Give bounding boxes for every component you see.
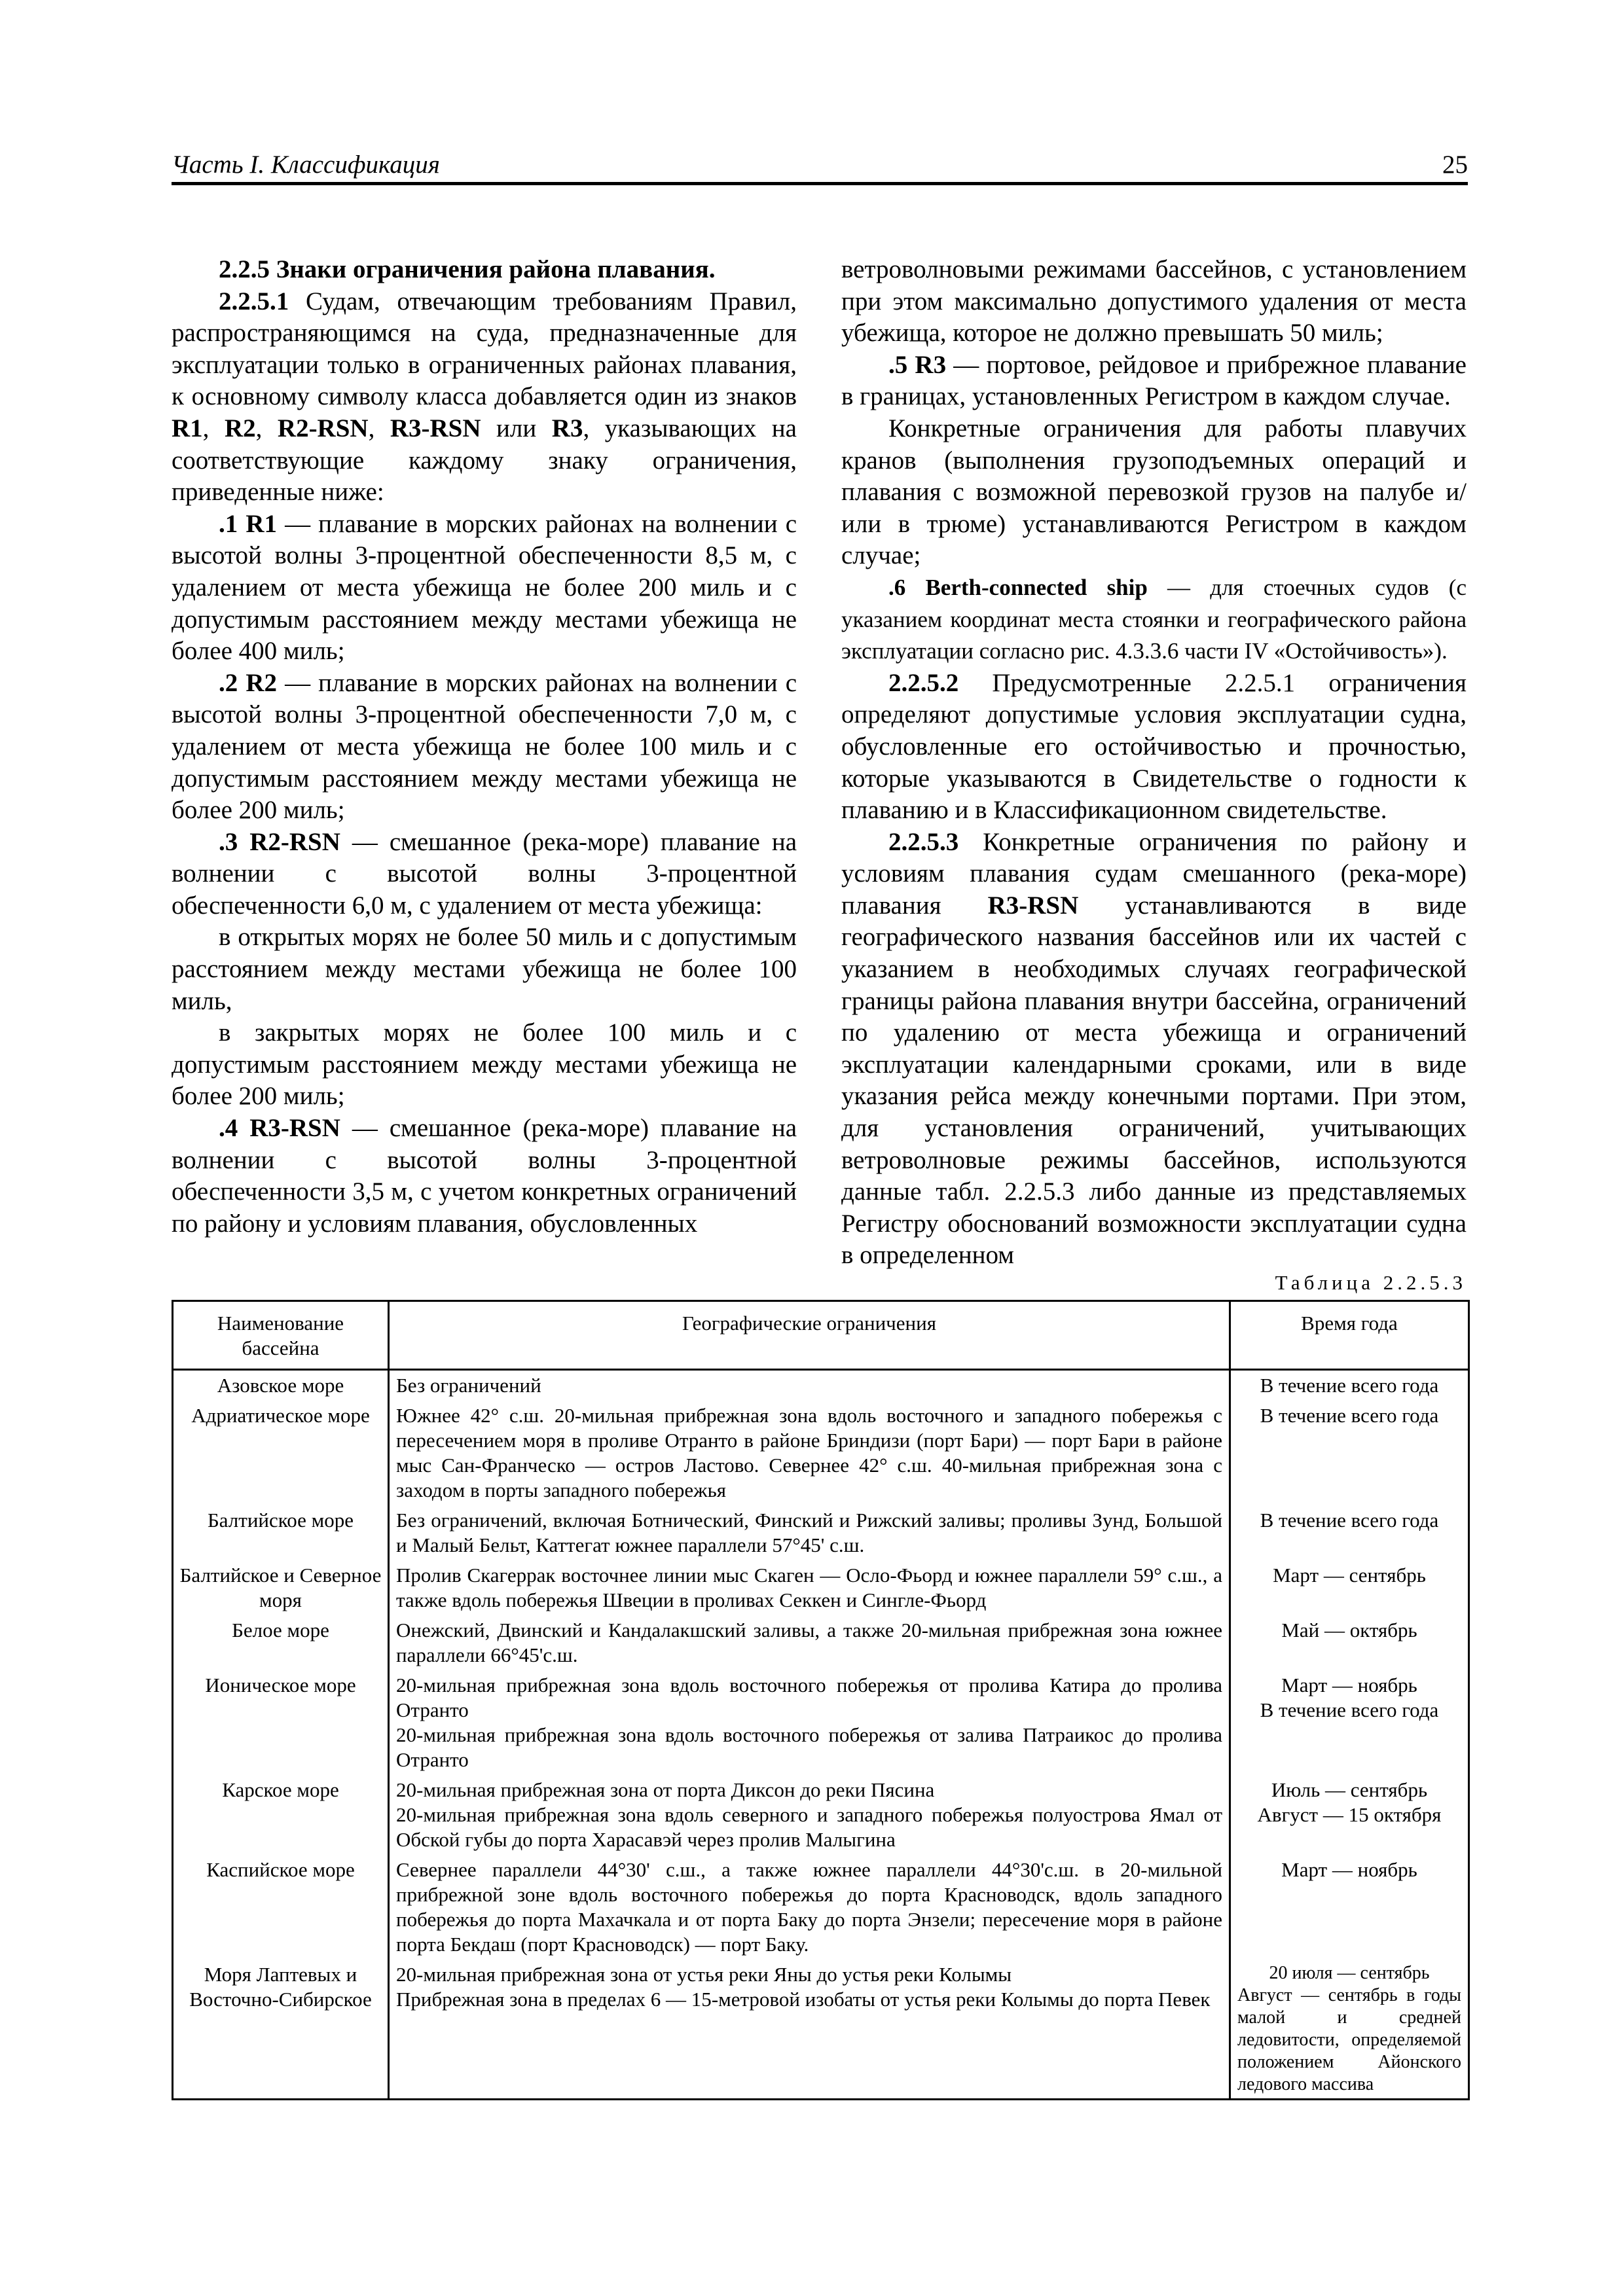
limits-cell (389, 1401, 1230, 1505)
season-line: В течение всего года (1260, 1404, 1439, 1427)
item-r2-rsn-open-seas: в открытых морях не более 50 миль и с допустимым расстоянием между местами убежища не более 100 миль, (172, 923, 797, 1015)
limits-line: 20-мильная прибрежная зона вдоль восточного побережья от залива Патраикос до пролива Отранто (396, 1723, 1222, 1771)
season-cell (1230, 1670, 1469, 1775)
season-line: Май — октябрь (1281, 1619, 1417, 1641)
item-r2-rsn: .3 R2-RSN — смешанное (река-море) плавание на волнении с высотой волны 3-процентной обеспеченности 6,0 м, с удалением от места убежища: (172, 827, 797, 920)
page-header (172, 145, 1468, 185)
item-r2-rsn-closed-seas: в закрытых морях не более 100 миль и с допустимым расстоянием между местами убежища не более 200 миль; (172, 1018, 797, 1111)
season-line: Март — ноябрь (1281, 1858, 1417, 1881)
season-line: В течение всего года (1260, 1509, 1439, 1532)
season-cell (1230, 1370, 1469, 1401)
limits-line: Онежский, Двинский и Кандалакшский заливы, а также 20-мильная прибрежная зона южнее параллели 66°45'с.ш. (396, 1619, 1222, 1666)
table-row (173, 1615, 1469, 1670)
page-number: 25 (1442, 151, 1468, 179)
season-cell (1230, 1960, 1469, 2100)
limits-cell (389, 1505, 1230, 1560)
season-line: В течение всего года (1260, 1374, 1439, 1397)
season-cell (1230, 1855, 1469, 1960)
limits-cell (389, 1960, 1230, 2100)
limits-cell (389, 1855, 1230, 1960)
basin-cell: Адриатическое море (173, 1401, 389, 1505)
basin-cell: Балтийское и Северное моря (173, 1560, 389, 1615)
limits-line: 20-мильная прибрежная зона от порта Диксон до реки Пясина (396, 1778, 935, 1801)
left-column (172, 254, 797, 1240)
table-caption: Таблица 2.2.5.3 (1275, 1271, 1467, 1294)
basin-cell: Балтийское море (173, 1505, 389, 1560)
basin-cell: Азовское море (173, 1370, 389, 1401)
limits-cell (389, 1370, 1230, 1401)
table-row (173, 1560, 1469, 1615)
limits-line: 20-мильная прибрежная зона от устья реки Яны до устья реки Колымы (396, 1963, 1012, 1986)
basin-cell: Моря Лаптевых и Восточно-Сибирское (173, 1960, 389, 2100)
limits-line: Южнее 42° с.ш. 20-мильная прибрежная зона вдоль восточного и западного побережья с пересечением моря в проливе Отранто в районе Бриндизи (порт Бари) — порт Бари в районе мыс Сан-Франческо — остров Ластово. Севернее 42° с.ш. 40-мильная прибрежная зона с заходом в порты западного побережья (396, 1404, 1222, 1501)
item-r1: .1 R1 — плавание в морских районах на волнении с высотой волны 3-процентной обеспеченности 8,5 м, с удалением от места убежища не более 200 миль и с допустимым расстоянием между местами убежища не более 400 миль; (172, 509, 797, 666)
clause-number: 2.2.5.1 (219, 287, 289, 315)
season-line: Август — 15 октября (1257, 1803, 1442, 1826)
season-cell (1230, 1505, 1469, 1560)
limits-cell (389, 1670, 1230, 1775)
table-row (173, 1960, 1469, 2100)
section-title: Часть I. Классификация (172, 151, 440, 179)
season-cell (1230, 1401, 1469, 1505)
item-r3-rsn: .4 R3-RSN — смешанное (река-море) плавание на волнении с высотой волны 3-процентной обеспеченности 3,5 м, с учетом конкретных ограничений по району и условиям плавания, обусловленных (172, 1114, 797, 1238)
limits-line: Прибрежная зона в пределах 6 — 15-метровой изобаты от устья реки Колымы до порта Певек (396, 1988, 1211, 2011)
table-row (173, 1401, 1469, 1505)
header-season: Время года (1230, 1301, 1469, 1370)
item-r2: .2 R2 — плавание в морских районах на волнении с высотой волны 3-процентной обеспеченности 7,0 м, с удалением от места убежища не более 100 миль и с допустимым расстоянием между местами убежища не более 200 миль; (172, 668, 797, 825)
season-line: Июль — сентябрь (1271, 1778, 1428, 1801)
table-row (173, 1855, 1469, 1960)
season-cell (1230, 1560, 1469, 1615)
limits-line: Без ограничений (396, 1374, 541, 1397)
table-row (173, 1370, 1469, 1401)
season-cell (1230, 1775, 1469, 1855)
table-row (173, 1505, 1469, 1560)
floating-cranes-paragraph: Конкретные ограничения для работы плавучих кранов (выполнения грузоподъемных операций и плавания с возможной перевозкой грузов на палубе и/или в трюме) устанавливаются Регистром в каждом случае; (841, 414, 1467, 570)
limits-cell (389, 1615, 1230, 1670)
paragraph-2-2-5-2: 2.2.5.2 Предусмотренные 2.2.5.1 ограничения определяют допустимые условия эксплуатации судна, обусловленные его остойчивостью и прочностью, которые указываются в Свидетельстве о годности к плаванию и в Классификационном свидетельстве. (841, 668, 1467, 825)
item-r3: .5 R3 — портовое, рейдовое и прибрежное плавание в границах, установленных Регистром в каждом случае. (841, 350, 1467, 411)
table-row (173, 1775, 1469, 1855)
table-header-row (173, 1301, 1469, 1370)
season-cell (1230, 1615, 1469, 1670)
section-heading: 2.2.5 Знаки ограничения района плавания. (219, 255, 716, 283)
limits-cell (389, 1775, 1230, 1855)
paragraph-2-2-5-1: 2.2.5.1 Судам, отвечающим требованиям Правил, распространяющимся на суда, предназначенные для эксплуатации только в ограниченных районах плавания, к основному символу класса добавляется один из знаков R1, R2, R2-RSN, R3-RSN или R3, указывающих на соответствующие каждому знаку ограничения, приведенные ниже: (172, 287, 797, 507)
limits-line: Пролив Скагеррак восточнее линии мыс Скаген — Осло-Фьорд и южнее параллели 59° с.ш., а также вдоль побережья Швеции в проливах Секкен и Сингле-Фьорд (396, 1564, 1222, 1611)
basin-cell: Ионическое море (173, 1670, 389, 1775)
geographic-limits-table (172, 1300, 1470, 2100)
limits-line: 20-мильная прибрежная зона вдоль северного и западного побережья полуострова Ямал от Обской губы до порта Харасавэй через пролив Малыгина (396, 1803, 1222, 1851)
item-r3-rsn-continued: ветроволновыми режимами бассейнов, с установлением при этом максимально допустимого удаления от места убежища, которое не должно превышать 50 миль; (841, 255, 1467, 348)
limits-line: 20-мильная прибрежная зона вдоль восточного побережья от пролива Катира до пролива Отранто (396, 1674, 1222, 1721)
header-limits: Географические ограничения (389, 1301, 1230, 1370)
limits-line: Без ограничений, включая Ботнический, Финский и Рижский заливы; проливы Зунд, Большой и Малый Бельт, Каттегат южнее параллели 57°45' с.ш. (396, 1509, 1222, 1556)
limits-line: Севернее параллели 44°30' с.ш., а также южнее параллели 44°30'с.ш. в 20-мильной прибрежной зоне вдоль восточного побережья до порта Красноводск, вдоль западного побережья до порта Махачкала и от порта Баку до порта Энзели; пересечение моря в районе порта Бекдаш (порт Красноводск) — порт Баку. (396, 1858, 1222, 1956)
header-basin: Наименование бассейна (173, 1301, 389, 1370)
season-line: Август — сентябрь в годы малой и средней ледовитости, определяемой положением Айонского ледового массива (1237, 1985, 1461, 2094)
item-berth-connected-ship: .6 Berth-connected ship — для стоечных судов (с указанием координат места стоянки и географического района эксплуатации согласно рис. 4.3.3.6 части IV «Остойчивость»). (841, 574, 1467, 664)
limits-cell (389, 1560, 1230, 1615)
season-line: 20 июля — сентябрь (1269, 1963, 1430, 1983)
paragraph-2-2-5-3: 2.2.5.3 Конкретные ограничения по району и условиям плавания судам смешанного (река-море) плавания R3-RSN устанавливаются в виде географического названия бассейнов или их частей с указанием в необходимых случаях географической границы района плавания внутри бассейна, ограничений по удалению от места убежища и ограничений эксплуатации календарными сроками, или в виде указания рейса между конечными портами. При этом, для установления ограничений, учитывающих ветроволновые режимы бассейнов, используются данные табл. 2.2.5.3 либо данные из представляемых Регистру обоснований возможности эксплуатации судна в определенном (841, 827, 1467, 1270)
season-line: Март — сентябрь (1273, 1564, 1426, 1587)
season-line: Март — ноябрь (1281, 1674, 1417, 1696)
basin-cell: Карское море (173, 1775, 389, 1855)
table-row (173, 1670, 1469, 1775)
basin-cell: Каспийское море (173, 1855, 389, 1960)
basin-cell: Белое море (173, 1615, 389, 1670)
season-line: В течение всего года (1260, 1698, 1439, 1721)
right-column (841, 254, 1467, 1272)
